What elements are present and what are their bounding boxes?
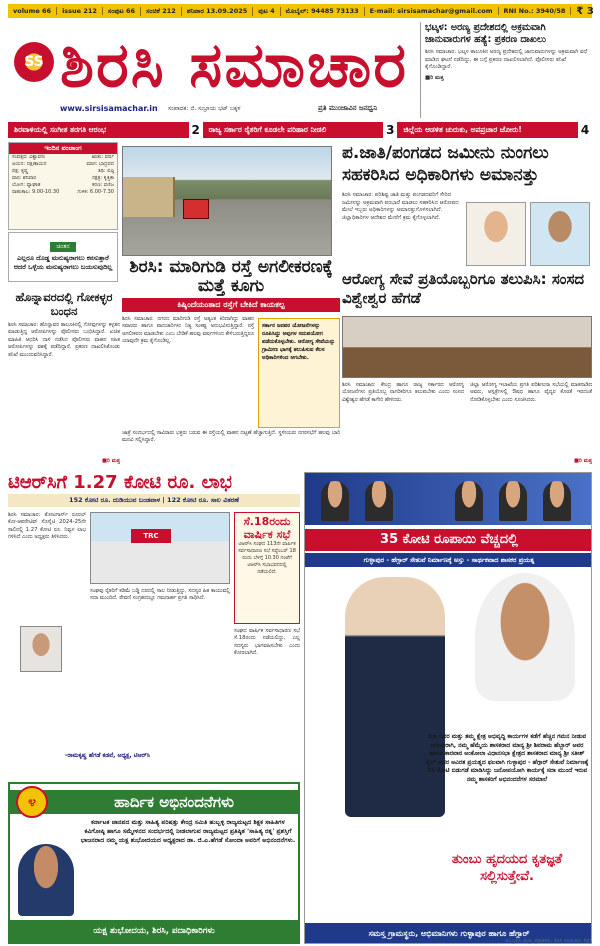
rni-label: RNI No.: 3940/58 [499, 7, 572, 15]
teaser-1[interactable]: ಶಿರವಾಳಿಯಲ್ಲಿ ಸಂಗೀತ ತರಗತಿ ಆರಂಭ [14, 125, 107, 134]
trc-building-photo [90, 512, 230, 584]
agm-box [234, 512, 300, 624]
masthead [8, 22, 418, 118]
teaser-3[interactable]: ಜಿಲ್ಲೆಯ ಆಡಳಿತ ಚುರುಕು, ಅಪಪ್ರಚಾರ ಜೋರು! [403, 125, 522, 134]
congratulations-title: ಹಾರ್ದಿಕ ಅಭಿನಂದನೆಗಳು [10, 790, 298, 814]
official-photo-1 [466, 202, 526, 266]
panchang-row: ಪಕ್ಷ: ಕೃಷ್ಣ ತಿಥಿ: ಷಷ್ಠಿ [12, 168, 114, 174]
awardee-photo [18, 844, 74, 916]
trc-signoff: -ರಾಮಕೃಷ್ಣ ಹೆಗಡೆ ಕಡವೆ, ಅಧ್ಯಕ್ಷ, ಟಿಆರ್‌ಸಿ [64, 752, 150, 759]
issue-info-bar [8, 4, 592, 18]
date-label: ಶನಿವಾರ 13.09.2025 [182, 7, 253, 16]
newspaper-logo-icon: SS [14, 42, 54, 82]
leader-photo [321, 481, 349, 521]
congratulations-footer: ಯಕ್ಷ ಶುಭೋದಯ, ಶಿರಸಿ, ಪದಾಧಿಕಾರಿಗಳು [10, 920, 298, 942]
panchang-title: ಇಂದಿನ ಪಂಚಾಂಗ [9, 143, 117, 154]
shop-building [123, 177, 175, 217]
sanchike-label: ಸಂಚಿಕೆ 212 [141, 7, 182, 16]
bridge-advertisement [304, 472, 592, 944]
ad-subtitle: ಗುಳ್ಳಾಪುರ - ಹೆಗ್ಗಾರ್ ಸೇತುವೆ ನಿರ್ಮಾಣಕ್ಕೆ ಅಸ್ತು - ಸಾರ್ಥಕವಾದ ಶಾಸಕರ ಪ್ರಯತ್ನ [305, 553, 592, 567]
teaser-2[interactable]: ರಾಜ್ಯ ಸರ್ಕಾರ ರೈತರಿಗೆ ಕೂಡಲೇ ಪರಿಹಾರ ನೀಡಲಿ [208, 125, 327, 134]
pages-label: ಪುಟ 4 [253, 7, 280, 16]
panchang-row: ಸಂವತ್ಸರ: ವಿಶ್ವಾವಸು ಋತು: ವರ್ಷ [12, 154, 114, 160]
mla-portrait-2 [475, 573, 575, 701]
sampute-label: ಸಂಪುಟ 66 [103, 7, 141, 16]
teaser-2-page: 3 [383, 122, 397, 138]
tagline: ಪ್ರತಿ ಮುಂಜಾವಿನ ಜನಧ್ವನಿ [318, 104, 378, 112]
leader-photo [543, 481, 571, 521]
bus-shape [183, 199, 209, 219]
printer-line: ಮುದ್ರಕರು ಮತ್ತು ಪ್ರಕಾಶಕರು: ಶಿರಸಿ ಸಮಾಚಾರ, ಶಿರಸಿ [505, 938, 592, 944]
agm-body: ಟಿಆರ್‌ಸಿ ಸಂಘದ 113ನೇ ವಾರ್ಷಿಕ ಸರ್ವಸಾಧಾರಣ ಸಭೆ ಸಪ್ಟೆಂಬರ್ 18 ರಂದು ಬೆಳಿಗ್ಗೆ 10.30 ಗಂಟೆಗೆ ಟಿಆರ್‌ಸಿ ಸಭಾಭವನದಲ್ಲಿ ನಡೆಯಲಿದೆ. [238, 541, 296, 575]
teaser-1-page: 2 [189, 122, 203, 138]
agm-title: ವಾರ್ಷಿಕ ಸಭೆ [243, 528, 291, 541]
top-right-byline: ■ರಿ ಮತ್ತ [425, 74, 444, 81]
road-headline[interactable]: ಶಿರಸಿ: ಮಾರಿಗುಡಿ ರಸ್ತೆ ಅಗಲೀಕರಣಕ್ಕೆ ಮತ್ತೆ ಕೂಗು [129, 257, 333, 296]
trc-body-c: ಸಂಘದ ವಾರ್ಷಿಕ ಸರ್ವಸಾಧಾರಣ ಸಭೆ ಸೆ.18ರಂದು ನಡೆಯಲಿದ್ದು, ಎಲ್ಲ ಸದಸ್ಯರು ಭಾಗವಹಿಸಬೇಕು ಎಂದು ಕೋರಲಾಗಿದೆ. [234, 628, 300, 657]
panchang-row: ಯೋಗ: ವ್ಯಾಘಾತ ಕರಣ: ವಣಿಜ [12, 182, 114, 188]
health-body-a: ಶಿರಸಿ ಸಮಾಚಾರ: ಕೇಂದ್ರ ಹಾಗೂ ರಾಜ್ಯ ಸರ್ಕಾರದ ಆರೋಗ್ಯ ಯೋಜನೆಗಳು ಪ್ರತಿಯೊಬ್ಬ ನಾಗರಿಕರಿಗೂ ತಲುಪಬೇಕು ಎಂದು ಸಂಸದ ವಿಶ್ವೇಶ್ವರ ಹೆಗಡೆ ಕಾಗೇರಿ ಹೇಳಿದರು. [342, 382, 464, 403]
ad-thanks: ತುಂಬು ಹೃದಯದ ಕೃತಜ್ಞತೆ ಸಲ್ಲಿಸುತ್ತೇವೆ. [451, 852, 563, 884]
panchang-row: ವಾರ: ಶನಿವಾರ ನಕ್ಷತ್ರ: ಕೃತ್ತಿಕಾ [12, 175, 114, 181]
leader-photo [365, 481, 393, 521]
top-right-headline: ಭಟ್ಕಳ: ಅರಣ್ಯ ಪ್ರದೇಶದಲ್ಲಿ ಅಕ್ರಮವಾಗಿ ಜಾನುವಾರುಗಳ ಹತ್ಯೆ: ಪ್ರಕರಣ ದಾಖಲು [425, 22, 546, 45]
panchang-row: ರಾಹುಕಾಲ: 9.00-10.30 ಗುಳಿಕ: 6.00-7.30 [12, 189, 114, 195]
lead-body: ಶಿರಸಿ ಸಮಾಚಾರ: ಪರಿಶಿಷ್ಟ ಜಾತಿ ಮತ್ತು ಪಂಗಡದವರಿಗೆ ಸೇರಿದ ಜಮೀನನ್ನು ಅಕ್ರಮವಾಗಿ ಪರಭಾರೆ ಮಾಡಲು ಸಹಕರಿಸಿದ ಆರೋಪದ ಮೇಲೆ ಇಬ್ಬರು ಅಧಿಕಾರಿಗಳನ್ನು ಅಮಾನತ್ತುಗೊಳಿಸಲಾಗಿದೆ. ಜಿಲ್ಲಾಧಿಕಾರಿಗಳ ಆದೇಶದ ಮೇರೆಗೆ ಕ್ರಮ ಕೈಗೊಳ್ಳಲಾಗಿದೆ. [342, 192, 459, 221]
lead-headline[interactable]: ಪ.ಜಾತಿ/ಪಂಗಡದ ಜಮೀನು ನುಂಗಲು ಸಹಕರಿಸಿದ ಅಧಿಕಾರಿಗಳು ಅಮಾನತ್ತು [342, 143, 549, 185]
ad-footer: ಸಮಸ್ತ ಗ್ರಾಮಸ್ಥರು, ಅಭಿಮಾನಿಗಳು ಗುಳ್ಳಾಪುರ ಹಾಗೂ ಹೆಗ್ಗಾರ್ [305, 923, 592, 944]
trc-headline[interactable]: ಟಿಆರ್‌ಸಿಗೆ 1.27 ಕೋಟಿ ರೂ. ಲಾಭ [8, 472, 232, 493]
meeting-photo [342, 316, 592, 378]
panchang-row: ಅಯನ: ದಕ್ಷಿಣಾಯನ ಮಾಸ: ಭಾದ್ರಪದ [12, 161, 114, 167]
ad-leaders-strip [305, 473, 592, 525]
trc-body-a: ಶಿರಸಿ ಸಮಾಚಾರ: ತೋಟಗಾರ್ಸ್ ರೂರಲ್ ಕೋ-ಆಪರೇಟಿವ್ ಸೊಸೈಟಿ 2024-25ನೇ ಸಾಲಿನಲ್ಲಿ 1.27 ಕೋಟಿ ರೂ. ನಿವ್ವಳ ಲಾಭ ಗಳಿಸಿದೆ ಎಂದು ಅಧ್ಯಕ್ಷರು ತಿಳಿಸಿದರು. [8, 512, 86, 541]
leader-photo [455, 481, 483, 521]
trc-sign: TRC [131, 529, 171, 543]
health-byline: ■ರಿ ಮತ್ತ [574, 458, 592, 464]
congratulations-ad [8, 782, 300, 944]
agm-date: ಸೆ.18ರಂದು [243, 515, 291, 528]
thought-text: ಎಲ್ಲರೂ ದೊಡ್ಡ ಮನುಷ್ಯರಾಗಲು ಕನಸುತ್ತಾರೆ ಆದರೆ ಒಳ್ಳೆಯ ಮನುಷ್ಯರಾಗಲು ಬಯಸುವುದಿಲ್ಲ [13, 254, 113, 271]
ad-amount-band: 35 ಕೋಟಿ ರೂಪಾಯಿ ವೆಚ್ಚದಲ್ಲಿ [305, 529, 592, 551]
newspaper-title: ಶಿರಸಿ ಸಮಾಚಾರ [60, 28, 409, 101]
top-right-body: ಶಿರಸಿ ಸಮಾಚಾರ: ಭಟ್ಕಳ ತಾಲೂಕಿನ ಅರಣ್ಯ ಪ್ರದೇಶದಲ್ಲಿ ಜಾನುವಾರುಗಳನ್ನು ಅಕ್ರಮವಾಗಿ ವಧೆ ಮಾಡಿದ ಘಟನೆ ನಡೆದಿದ್ದು, ಈ ಬಗ್ಗೆ ಪ್ರಕರಣ ದಾಖಲಿಸಲಾಗಿದೆ. ಪೊಲೀಸರು ತನಿಖೆ ಕೈಗೊಂಡಿದ್ದಾರೆ. [425, 49, 588, 70]
congratulations-text: ಕರ್ನಾಟಕ ಜಾನಪದ ಮತ್ತು ಸಾಹಿತ್ಯ ಪರಿಷತ್ತು ಕೇಂದ್ರ ಸಮಿತಿ ಹುಬ್ಬಳ್ಳಿ ರಾಜ್ಯಮಟ್ಟದ ಶಿಕ್ಷಕ ಸಾಹಿತಿಗಳ ಕವಿಗೋಷ್ಠಿ ಹಾಗೂ ಸಮ್ಮೇಳನದ ಸಂದರ್ಭದಲ್ಲಿ ನೀಡಲಾಗುವ ರಾಜ್ಯಮಟ್ಟದ ಪ್ರತಿಷ್ಠಿತ 'ಸಾಹಿತ್ಯ ರತ್ನ' ಪ್ರಶಸ್ತಿಗೆ ಭಾಜನರಾದ ನಮ್ಮ ಯಕ್ಷ ಶುಭೋದಯದ ಅಧ್ಯಕ್ಷರಾದ ಡಾ. ಜಿ.ಎ.ಹೆಗಡೆ ಸೋಂದಾ ಅವರಿಗೆ ಅಭಿನಂದನೆಗಳು. [80, 819, 296, 844]
trc-body-b: ಸಂಘವು ರೈತರಿಗೆ ಕಡಿಮೆ ಬಡ್ಡಿ ದರದಲ್ಲಿ ಸಾಲ ನೀಡುತ್ತಿದ್ದು, ಸದಸ್ಯರ ಹಿತ ಕಾಯುವಲ್ಲಿ ಸದಾ ಮುಂದಿದೆ. ಠೇವಣಿ ಸಂಗ್ರಹದಲ್ಲೂ ಗಮನಾರ್ಹ ಪ್ರಗತಿ ಸಾಧಿಸಿದೆ. [90, 588, 230, 602]
road-body-b: ಜಾತ್ರೆ ಸಂದರ್ಭದಲ್ಲಿ ಸಾವಿರಾರು ಭಕ್ತರು ಬರುವ ಈ ರಸ್ತೆಯಲ್ಲಿ ವಾಹನ ದಟ್ಟಣೆ ಹೆಚ್ಚಾಗುತ್ತಿದೆ. ಸ್ಥಳೀಯರು ನಗರಸಭೆಗೆ ಹಲವು ಬಾರಿ ಮನವಿ ಸಲ್ಲಿಸಿದ್ದಾರೆ. [122, 430, 340, 444]
onavar-body: ಶಿರಸಿ ಸಮಾಚಾರ: ಹೊನ್ನಾವರ ತಾಲೂಕಿನಲ್ಲಿ ಗೋವುಗಳನ್ನು ಕಳ್ಳತನ ಮಾಡುತ್ತಿದ್ದ ಆರೋಪಿಗಳನ್ನು ಪೊಲೀಸರು ಬಂಧಿಸಿದ್ದಾರೆ. ಖಚಿತ ಮಾಹಿತಿ ಆಧರಿಸಿ ದಾಳಿ ನಡೆಸಿದ ಪೊಲೀಸರು ವಾಹನ ಸಹಿತ ಆರೋಪಿಗಳನ್ನು ವಶಕ್ಕೆ ಪಡೆದಿದ್ದಾರೆ. ಪ್ರಕರಣ ದಾಖಲಿಸಿಕೊಂಡು ತನಿಖೆ ಮುಂದುವರಿಸಿದ್ದಾರೆ. [8, 322, 120, 358]
website-link[interactable]: www.sirsisamachar.in [60, 104, 158, 113]
ad-body-text: ಸದಾ ಜನರ ಮತ್ತು ತಮ್ಮ ಕ್ಷೇತ್ರ ಅಭಿವೃದ್ಧಿ ಕಾರ್ಯಗಳ ಕಡೆಗೆ ಹೆಚ್ಚಿನ ಗಮನ ನೀಡುವ ಜನಾನುರಾಗಿ, ನಮ್ಮ ಹೆಮ್ಮೆಯ ಶಾಸಕರಾದ ಮಾನ್ಯ ಶ್ರೀ ಶಿವರಾಮ ಹೆಬ್ಬಾರ್ ಅವರ ಹಾಗೂ ಕಾರವಾರ ಅಂಕೋಲಾ ವಿಧಾನಸಭಾ ಕ್ಷೇತ್ರದ ಶಾಸಕರಾದ ಮಾನ್ಯ ಶ್ರೀ ಸತೀಶ್ ಸೈಲ್ ಅವರ ಅವಿರತ ಪ್ರಯತ್ನದ ಫಲವಾಗಿ ಗುಳ್ಳಾಪುರ - ಹೆಗ್ಗಾರ್ ಸೇತುವೆ ನಿರ್ಮಾಣಕ್ಕೆ 35 ಕೋಟಿ ಬಿಡುಗಡೆ ಮಾಡಿಸಿದ್ದು ಜನೋಪಯೋಗಿ ಕಾರ್ಯಕ್ಕೆ ಸದಾ ಮುಂದೆ ಇರುವ ನಮ್ಮ ಶಾಸಕರಿಗೆ ಅಭಿನಂದನೆಗಳ ಸರಮಾಲೆ [425, 733, 589, 783]
onavar-byline: ■ರಿ ಮತ್ತ [102, 458, 120, 464]
leader-photo [499, 481, 527, 521]
teaser-ribbon [8, 122, 592, 138]
thought-box [8, 232, 118, 282]
trc-president-photo [20, 626, 62, 672]
road-body-a: ಶಿರಸಿ ಸಮಾಚಾರ: ನಗರದ ಮಾರಿಗುಡಿ ರಸ್ತೆ ಅತ್ಯಂತ ಕಿರಿದಾಗಿದ್ದು ವಾಹನ ಸವಾರರು ಹಾಗೂ ಪಾದಚಾರಿಗಳು ನಿತ್ಯ ಸಂಕಷ್ಟ ಅನುಭವಿಸುತ್ತಿದ್ದಾರೆ. ರಸ್ತೆ ಅಗಲೀಕರಣ ಮಾಡಬೇಕು ಎಂಬ ಬೇಡಿಕೆ ಹಲವು ವರ್ಷಗಳಿಂದ ಕೇಳಿಬರುತ್ತಿದ್ದರೂ ಯಾವುದೇ ಕ್ರಮ ಕೈಗೊಂಡಿಲ್ಲ. [122, 316, 254, 345]
road-subheadline: ಕಿಷ್ಕಿಂದೆಯಂತಾದ ರಸ್ತೆಗೆ ಬೇಕಿದೆ ಕಾಯಕಲ್ಪ [122, 298, 340, 312]
road-photo [122, 146, 332, 256]
health-body-b: ಜಿಲ್ಲಾ ಆರೋಗ್ಯ ಇಲಾಖೆಯ ಪ್ರಗತಿ ಪರಿಶೀಲನಾ ಸಭೆಯಲ್ಲಿ ಮಾತನಾಡಿದ ಅವರು, ಆಸ್ಪತ್ರೆಗಳಲ್ಲಿ ಔಷಧ ಹಾಗೂ ವೈದ್ಯರ ಕೊರತೆ ಇರದಂತೆ ನೋಡಿಕೊಳ್ಳಬೇಕು ಎಂದು ಸೂಚಿಸಿದರು. [470, 382, 592, 403]
teaser-3-page: 4 [578, 122, 592, 138]
issue-label: issue 212 [57, 7, 103, 15]
trc-subheadline: 152 ಕೋಟಿ ರೂ. ದುಡಿಯುವ ಬಂಡವಾಳ | 122 ಕೋಟಿ ರೂ. ಸಾಲ ವಿತರಣೆ [8, 494, 300, 507]
mobile-label: ಮೊಬೈಲ್: 94485 73133 [281, 7, 365, 16]
organization-badge-icon: ೪ [16, 786, 48, 818]
top-right-story [420, 22, 592, 118]
onavar-headline[interactable]: ಹೊನ್ನಾವರದಲ್ಲಿ ಗೋಕಳ್ಳರ ಬಂಧನ [15, 290, 113, 318]
editor-credit: ಸಂಪಾದಕ: ಜಿ. ಸುಬ್ರಾಯ ಭಟ್ ಬಕ್ಕಳ [168, 105, 241, 112]
health-headline[interactable]: ಆರೋಗ್ಯ ಸೇವೆ ಪ್ರತಿಯೊಬ್ಬರಿಗೂ ತಲುಪಿಸಿ: ಸಂಸದ ವಿಶ್ವೇಶ್ವರ ಹೆಗಡೆ [342, 270, 585, 307]
health-quote-box: ಸರ್ಕಾರ ಜನಪರ ಯೋಜನೆಗಳನ್ನು ರೂಪಿಸಿದ್ದು ಅವುಗಳ ಸದುಪಯೋಗ ಪಡೆದುಕೊಳ್ಳಬೇಕು. ಆರೋಗ್ಯ ಸೇವೆಯನ್ನು ಗ್ರಾಮೀಣ ಭಾಗಕ್ಕೆ ತಲುಪಿಸುವ ಕೆಲಸ ಅಧಿಕಾರಿಗಳಿಂದ ಆಗಬೇಕು. [258, 318, 340, 428]
email-label: E-mail: sirsisamachar@gmail.com [365, 7, 499, 15]
official-photo-2 [530, 202, 590, 266]
volume-label: volume 66 [8, 7, 57, 15]
panchang-box [8, 142, 118, 230]
thought-title: ಚಿಂತನ [50, 242, 75, 252]
price-label: ₹ 3 [576, 5, 594, 17]
